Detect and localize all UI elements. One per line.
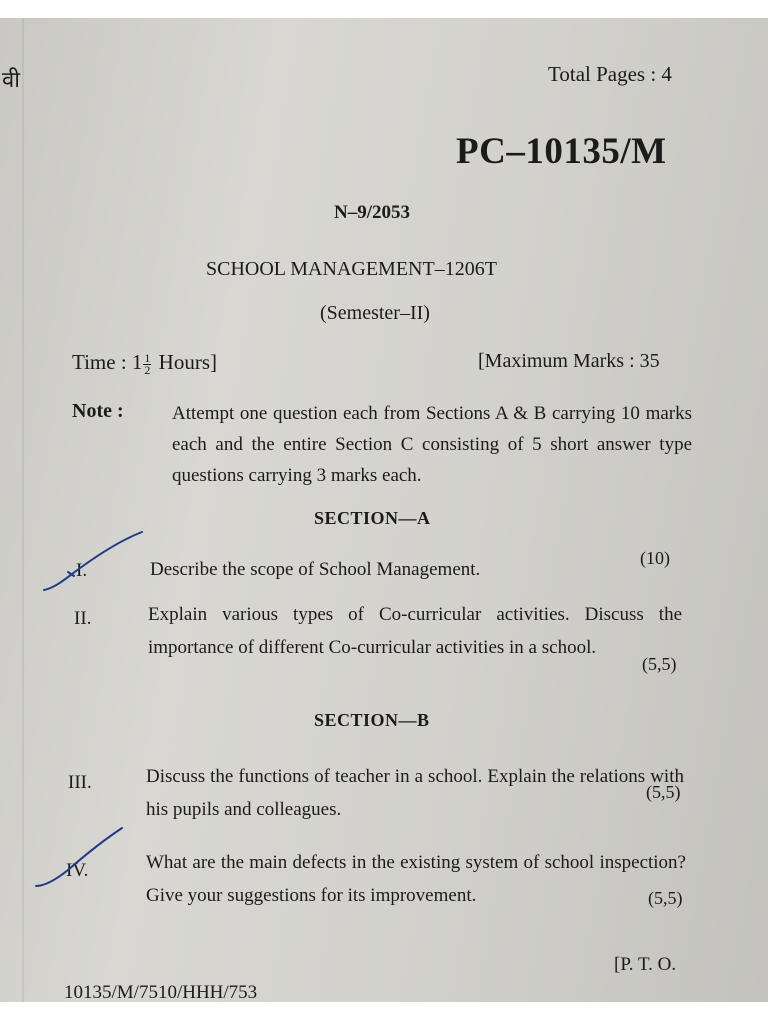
- semester: (Semester–II): [320, 302, 430, 324]
- tick-mark-question-1-icon: [38, 528, 148, 598]
- exam-code: N–9/2053: [334, 202, 410, 223]
- time-fraction-numerator: 1: [144, 350, 151, 365]
- total-pages: Total Pages : 4: [548, 62, 672, 86]
- paper-code: PC–10135/M: [456, 131, 667, 172]
- bottom-border: [0, 1002, 768, 1024]
- maximum-marks: [Maximum Marks : 35: [478, 350, 660, 372]
- top-border: [0, 0, 768, 18]
- time-fraction: [143, 350, 151, 377]
- question-3-text: Discuss the functions of teacher in a school. Explain the relations with his pupils and colleagues.: [146, 766, 684, 820]
- question-2-marks: (5,5): [642, 654, 677, 674]
- please-turn-over: [P. T. O.: [614, 954, 677, 975]
- paper-fold: [22, 18, 24, 1002]
- question-2-text: Explain various types of Co-curricular activities. Discuss the importance of different Co-curricular activities in a school.: [148, 604, 682, 658]
- footer-code: 10135/M/7510/HHH/753: [64, 982, 258, 1003]
- section-b-heading: SECTION—B: [314, 710, 430, 730]
- question-2-number: II.: [74, 608, 92, 629]
- question-1-number: I.: [76, 560, 88, 581]
- question-3-number: III.: [68, 772, 92, 793]
- question-1-text: Describe the scope of School Management.: [150, 559, 481, 580]
- note-label: Note :: [72, 400, 124, 422]
- question-4-number: IV.: [66, 860, 89, 881]
- question-1-marks: (10): [640, 548, 670, 568]
- time-suffix: Hours]: [153, 350, 217, 374]
- time-fraction-denominator: 2: [144, 362, 151, 377]
- time-allowed: [72, 350, 217, 376]
- note-text: Attempt one question each from Sections A & B carrying 10 marks each and the entire Section C consisting of 5 short answer type questions carrying 3 marks each.: [172, 403, 692, 486]
- question-4-text: What are the main defects in the existing system of school inspection? Give your suggestions for its improvement.: [146, 852, 686, 906]
- handwritten-mark: वी: [2, 67, 20, 92]
- subject-title: SCHOOL MANAGEMENT–1206T: [206, 258, 497, 280]
- question-3-marks: (5,5): [646, 782, 681, 802]
- question-4-marks: (5,5): [648, 888, 683, 908]
- section-a-heading: SECTION—A: [314, 508, 431, 528]
- tick-mark-question-4-icon: [30, 824, 130, 894]
- time-prefix: Time : 1: [72, 350, 143, 374]
